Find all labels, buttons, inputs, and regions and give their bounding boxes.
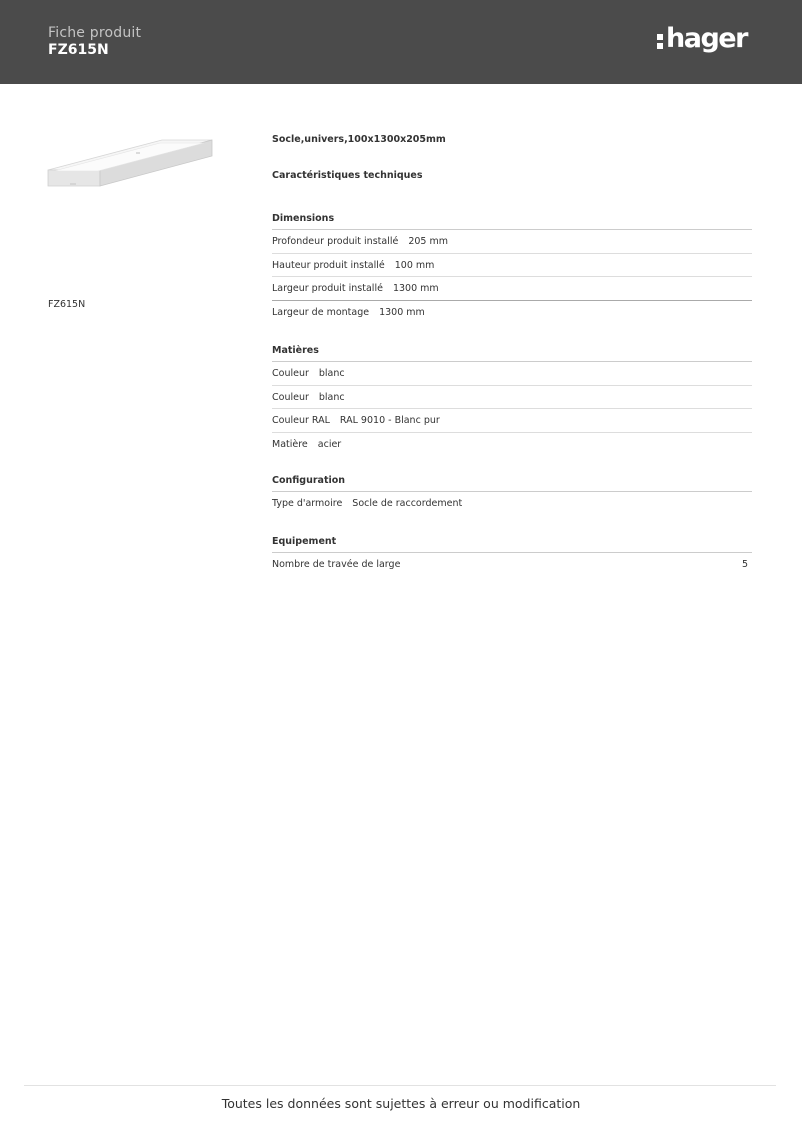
section-equipment — [272, 535, 752, 577]
spec-row — [272, 492, 752, 516]
spec-value: 100 mm — [394, 259, 435, 271]
hager-logo — [657, 24, 747, 60]
spec-value: acier — [317, 438, 342, 450]
section-title: Dimensions — [272, 212, 752, 230]
spec-label: Couleur — [272, 391, 309, 403]
spec-value: Socle de raccordement — [352, 498, 463, 509]
tech-spec-heading: Caractéristiques techniques — [272, 170, 423, 181]
spec-label: Nombre de travée de large — [272, 559, 401, 570]
spec-value: blanc — [318, 368, 345, 379]
product-ref-label: FZ615N — [48, 299, 86, 310]
spec-label: Largeur de montage — [272, 306, 370, 318]
header-bar — [0, 0, 802, 84]
product-title: Socle,univers,100x1300x205mm — [272, 134, 446, 145]
section-dimensions — [272, 212, 752, 324]
spec-value: 5 — [741, 559, 748, 570]
spec-row — [272, 386, 752, 410]
spec-row — [272, 362, 752, 386]
spec-value: RAL 9010 - Blanc pur — [339, 415, 440, 426]
spec-value: 205 mm — [408, 236, 448, 247]
spec-label: Couleur RAL — [272, 415, 330, 426]
spec-label: Hauteur produit installé — [272, 259, 385, 271]
spec-row — [272, 433, 752, 457]
logo-wordmark: hager — [666, 23, 747, 54]
section-title: Equipement — [272, 535, 752, 553]
spec-label: Couleur — [272, 368, 309, 379]
section-materials — [272, 344, 752, 456]
doc-reference: FZ615N — [48, 42, 109, 58]
footer-disclaimer: Toutes les données sont sujettes à erreur ou modification — [221, 1096, 581, 1111]
spec-value: blanc — [318, 391, 345, 403]
spec-row — [272, 301, 752, 325]
section-configuration — [272, 474, 752, 516]
spec-value: 1300 mm — [379, 306, 425, 318]
spec-row — [272, 230, 752, 254]
spec-value: 1300 mm — [392, 283, 439, 294]
logo-colon-icon — [657, 34, 663, 49]
spec-label: Profondeur produit installé — [272, 236, 399, 247]
footer-divider — [24, 1085, 776, 1086]
spec-row — [272, 277, 752, 301]
section-title: Matières — [272, 344, 752, 362]
section-title: Configuration — [272, 474, 752, 492]
spec-row — [272, 254, 752, 278]
spec-label: Largeur produit installé — [272, 283, 383, 294]
doc-type-label: Fiche produit — [48, 25, 142, 41]
spec-row — [272, 553, 752, 577]
product-image — [44, 126, 216, 190]
spec-label: Matière — [272, 438, 308, 450]
spec-row — [272, 409, 752, 433]
spec-label: Type d'armoire — [272, 498, 343, 509]
